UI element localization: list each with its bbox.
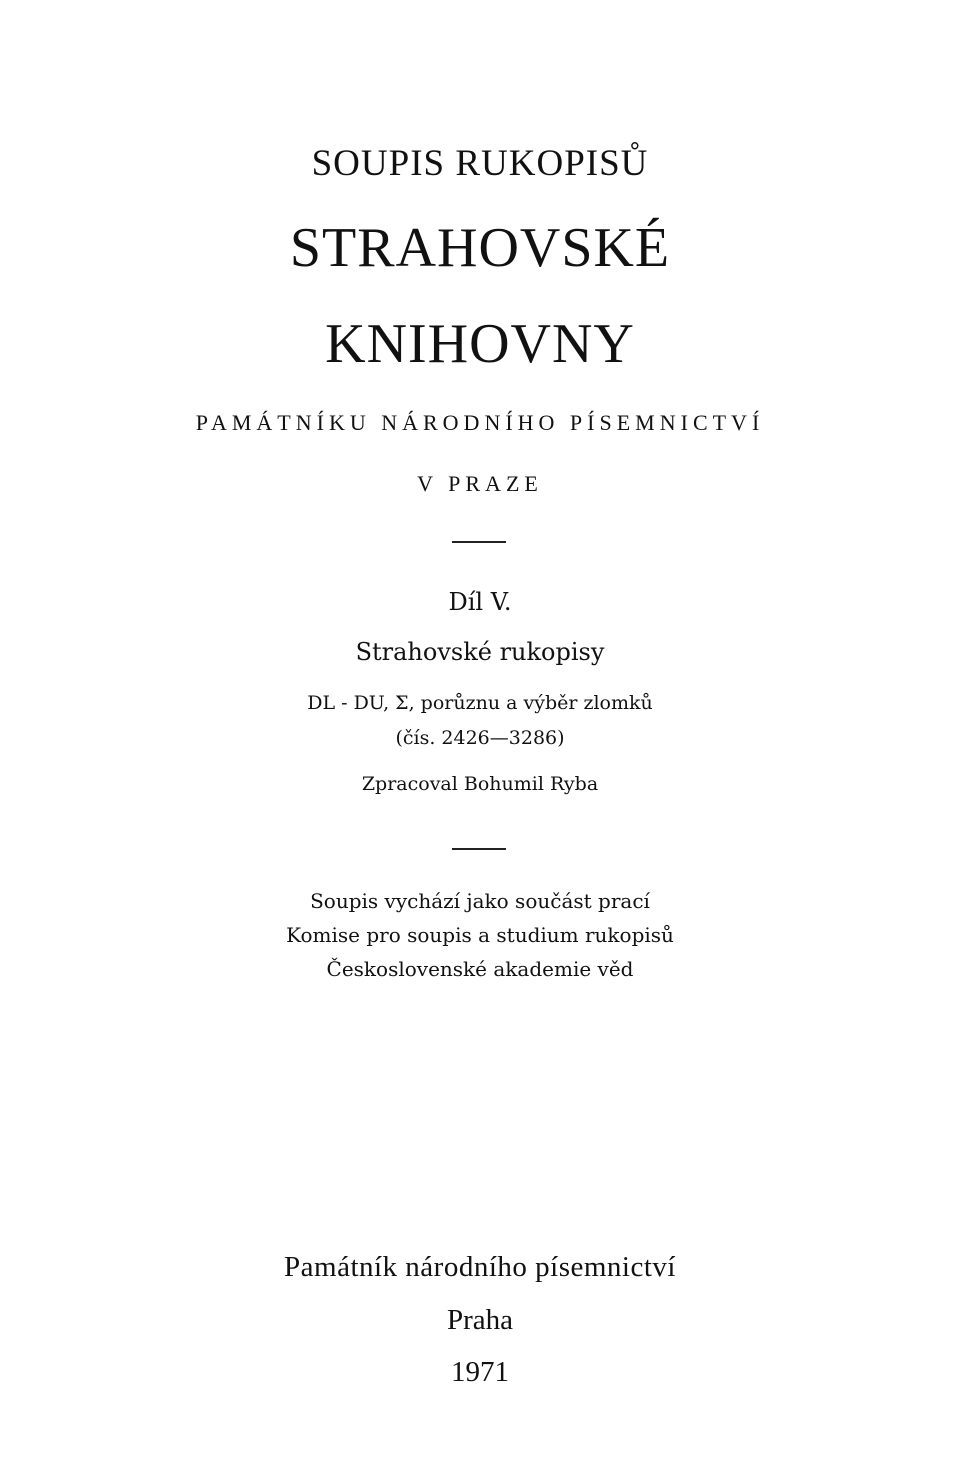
note-line: Československé akademie věd <box>326 957 634 981</box>
divider <box>452 541 506 543</box>
library-title: STRAHOVSKÉ <box>289 217 671 279</box>
divider <box>452 848 506 850</box>
volume-range: DL - DU, Σ, porůznu a výběr zlomků <box>307 692 653 714</box>
volume-name: Strahovské rukopisy <box>355 638 605 666</box>
note-line: Komise pro soupis a studium rukopisů <box>286 923 674 947</box>
institution-city: V PRAZE <box>417 471 543 496</box>
series-title: SOUPIS RUKOPISŮ <box>311 143 649 184</box>
publication-year: 1971 <box>451 1356 509 1388</box>
author-credit: Zpracoval Bohumil Ryba <box>361 773 599 795</box>
library-title-2: KNIHOVNY <box>325 313 635 375</box>
publisher: Památník národního písemnictví <box>284 1251 676 1283</box>
note-line: Soupis vychází jako součást prací <box>310 889 650 913</box>
publication-city: Praha <box>446 1304 514 1336</box>
volume-part: Díl V. <box>448 588 512 616</box>
volume-numbers: (čís. 2426—3286) <box>395 727 565 749</box>
institution-name: PAMÁTNÍKU NÁRODNÍHO PÍSEMNICTVÍ <box>195 410 765 435</box>
